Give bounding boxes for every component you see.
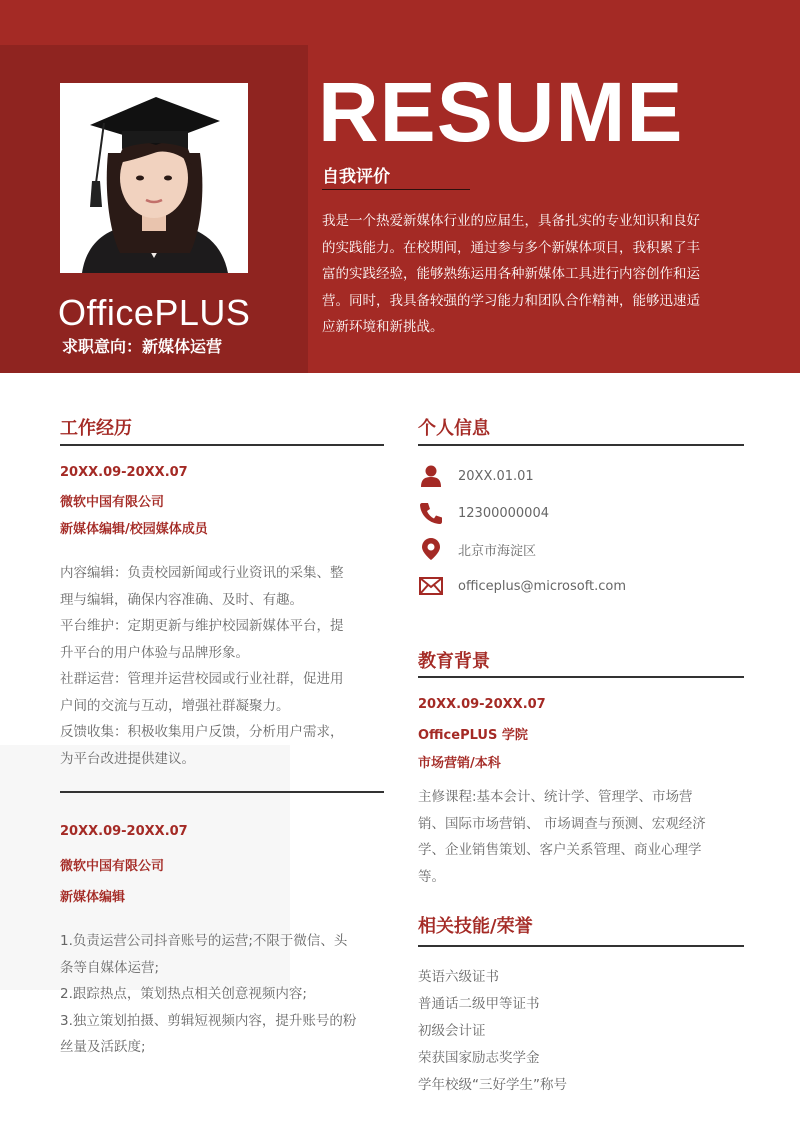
- personal-section-title: 个人信息: [418, 418, 490, 439]
- work-section-divider: [60, 444, 384, 446]
- self-eval-divider: [322, 189, 470, 190]
- education-section-divider: [418, 676, 744, 678]
- person-icon: [418, 464, 444, 488]
- job-2-role: 新媒体编辑: [60, 890, 126, 905]
- job-2-line: 2.跟踪热点，策划热点相关创意视频内容;: [60, 986, 307, 1002]
- job-1-line: 户间的交流与互动，增强社群凝聚力。: [60, 697, 290, 714]
- skill-item: 学年校级“三好学生”称号: [418, 1077, 567, 1093]
- education-section-title: 教育背景: [418, 651, 490, 672]
- info-row-birthdate: [418, 464, 534, 488]
- skill-item: 普通话二级甲等证书: [418, 996, 540, 1012]
- email-value[interactable]: officeplus@microsoft.com: [458, 578, 627, 594]
- skill-item: 初级会计证: [418, 1023, 486, 1039]
- education-line: 销、国际市场营销、 市场调查与预测、宏观经济: [418, 815, 706, 832]
- education-line: 主修课程:基本会计、统计学、管理学、市场营: [418, 789, 693, 805]
- skill-item: 英语六级证书: [418, 969, 499, 985]
- mail-icon: [418, 574, 444, 598]
- job-1-role: 新媒体编辑/校园媒体成员: [60, 522, 208, 537]
- self-eval-line: 我是一个热爱新媒体行业的应届生，具备扎实的专业知识和良好: [322, 213, 700, 229]
- info-row-location: [418, 537, 536, 561]
- education-line: 等。: [418, 868, 445, 885]
- job-1-line: 平台维护：定期更新与维护校园新媒体平台，提: [60, 618, 344, 634]
- work-section-title: 工作经历: [60, 418, 132, 439]
- education-date: 20XX.09-20XX.07: [418, 697, 546, 712]
- job-1-line: 社群运营：管理并运营校园或行业社群，促进用: [60, 671, 344, 687]
- self-eval-text: [322, 208, 750, 341]
- self-eval-line: 富的实践经验，能够熟练运用各种新媒体工具进行内容创作和运: [322, 266, 700, 283]
- skill-item: 荣获国家励志奖学金: [418, 1050, 540, 1066]
- info-row-phone: [418, 501, 549, 525]
- phone-icon: [418, 501, 444, 525]
- self-eval-line: 的实践能力。在校期间，通过参与多个新媒体项目，我积累了丰: [322, 239, 700, 256]
- job-1-line: 为平台改进提供建议。: [60, 750, 195, 767]
- candidate-name: OfficePLUS: [58, 292, 251, 333]
- job-2-date: 20XX.09-20XX.07: [60, 824, 188, 839]
- profile-photo: [60, 83, 248, 273]
- skills-section-divider: [418, 945, 744, 947]
- job-2-company: 微软中国有限公司: [60, 859, 165, 874]
- birthdate-value: 20XX.01.01: [458, 468, 534, 484]
- job-1-line: 理与编辑，确保内容准确、及时、有趣。: [60, 591, 303, 608]
- job-intent: 求职意向：新媒体运营: [62, 337, 223, 356]
- skills-section-title: 相关技能/荣誉: [418, 916, 533, 937]
- job-1-date: 20XX.09-20XX.07: [60, 465, 188, 480]
- education-courses: [418, 784, 758, 890]
- location-value: 北京市海淀区: [458, 543, 537, 559]
- job-2-line: 1.负责运营公司抖音账号的运营;不限于微信、头: [60, 933, 348, 949]
- education-line: 学、企业销售策划、客户关系管理、商业心理学: [418, 842, 702, 858]
- resume-title: RESUME: [318, 65, 684, 159]
- job-1-line: 内容编辑：负责校园新闻或行业资讯的采集、整: [60, 565, 344, 581]
- job-2-description: [60, 928, 390, 1061]
- info-row-email: [418, 574, 626, 598]
- job-1-company: 微软中国有限公司: [60, 495, 165, 510]
- personal-section-divider: [418, 444, 744, 446]
- location-pin-icon: [418, 537, 444, 561]
- job-2-line: 条等自媒体运营;: [60, 959, 160, 976]
- job-2-line: 3.独立策划拍摄、剪辑短视频内容，提升账号的粉: [60, 1012, 357, 1029]
- self-eval-title: 自我评价: [322, 167, 390, 187]
- phone-value: 12300000004: [458, 505, 549, 521]
- job-1-line: 反馈收集：积极收集用户反馈，分析用户需求，: [60, 724, 344, 740]
- job-1-line: 升平台的用户体验与品牌形象。: [60, 644, 249, 661]
- education-major: 市场营销/本科: [418, 756, 501, 771]
- self-eval-line: 营。同时，我具备较强的学习能力和团队合作精神，能够迅速适: [322, 292, 700, 309]
- job-1-description: [60, 560, 390, 772]
- education-school: OfficePLUS 学院: [418, 728, 528, 743]
- job-2-line: 丝量及活跃度;: [60, 1039, 146, 1055]
- job-divider: [60, 791, 384, 793]
- self-eval-line: 应新环境和新挑战。: [322, 319, 444, 336]
